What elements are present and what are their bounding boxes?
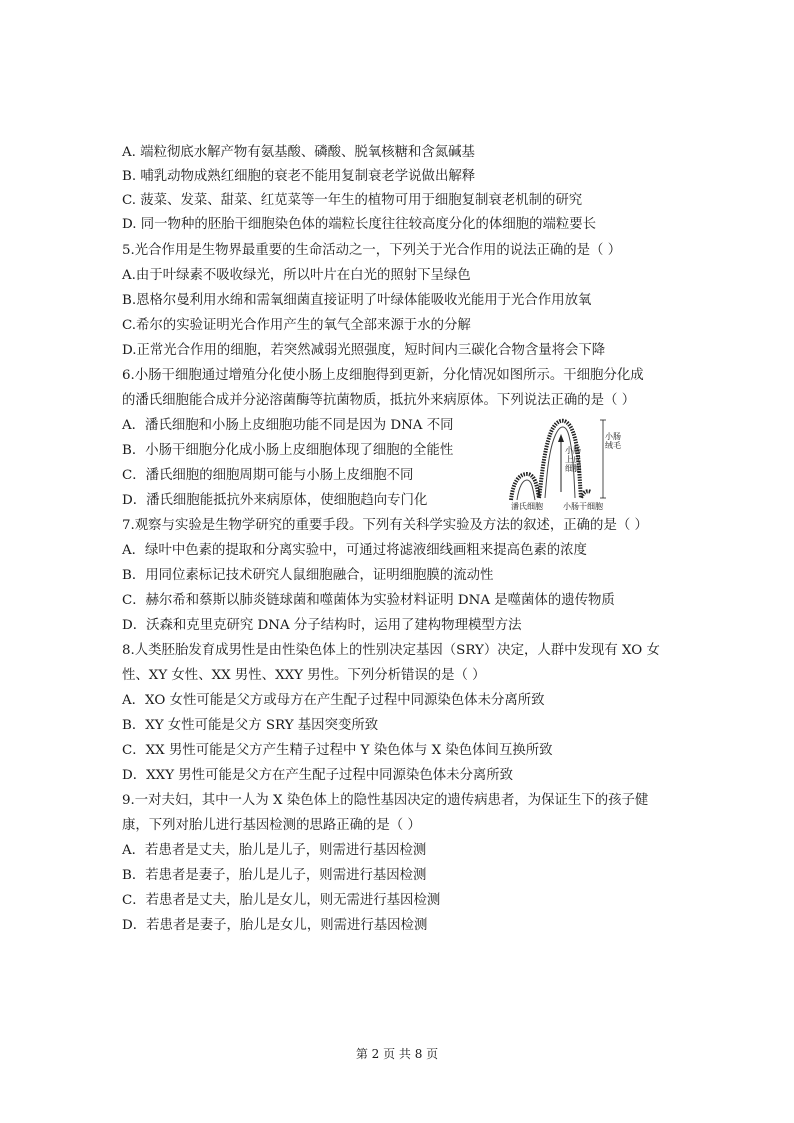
q5-option-c: C.希尔的实验证明光合作用产生的氧气全部来源于水的分解: [122, 318, 471, 333]
q7-stem: 7.观察与实验是生物学研究的重要手段。下列有关科学实验及方法的叙述，正确的是（ ）: [122, 518, 648, 533]
q9-option-c: C．若患者是丈夫，胎儿是女儿，则无需进行基因检测: [122, 893, 441, 908]
q5-option-b: B.恩格尔曼利用水绵和需氧细菌直接证明了叶绿体能吸收光能用于光合作用放氧: [122, 293, 592, 308]
q9-option-d: D．若患者是妻子，胎儿是女儿，则需进行基因检测: [122, 918, 428, 933]
q8-option-d: D．XXY 男性可能是父方在产生配子过程中同源染色体未分离所致: [122, 768, 514, 783]
page-footer: 第 2 页 共 8 页: [355, 1047, 439, 1061]
q9-option-b: B．若患者是妻子，胎儿是儿子，则需进行基因检测: [122, 868, 427, 883]
q5-stem: 5.光合作用是生物界最重要的生命活动之一，下列关于光合作用的说法正确的是（ ）: [122, 243, 622, 258]
q4-option-c: C. 菠菜、发菜、甜菜、红苋菜等一年生的植物可用于细胞复制衰老机制的研究: [122, 193, 583, 208]
q5-option-d: D.正常光合作用的细胞，若突然减弱光照强度，短时间内三碳化合物含量将会下降: [122, 343, 606, 358]
q4-option-d: D. 同一物种的胚胎干细胞染色体的端粒长度往往较高度分化的体细胞的端粒要长: [122, 217, 597, 232]
label-stem-cell: 小肠干细胞: [563, 502, 603, 511]
q7-option-b: B．用同位素标记技术研究人鼠细胞融合，证明细胞膜的流动性: [122, 568, 494, 583]
q4-option-a: A. 端粒彻底水解产物有氨基酸、磷酸、脱氧核糖和含氮碱基: [122, 145, 475, 160]
q6-option-b: B．小肠干细胞分化成小肠上皮细胞体现了细胞的全能性: [122, 443, 454, 458]
q8-stem-line2: 性、XY 女性、XX 男性、XXY 男性。下列分析错误的是（ ）: [122, 668, 486, 683]
q4-option-b: B. 哺乳动物成熟红细胞的衰老不能用复制衰老学说做出解释: [122, 169, 476, 184]
q6-option-c: C．潘氏细胞的细胞周期可能与小肠上皮细胞不同: [122, 468, 414, 483]
q6-stem-line2: 的潘氏细胞能合成并分泌溶菌酶等抗菌物质，抵抗外来病原体。下列说法正确的是（ ）: [122, 393, 636, 408]
q8-option-a: A．XO 女性可能是父方或母方在产生配子过程中同源染色体未分离所致: [122, 693, 545, 708]
q8-option-c: C．XX 男性可能是父方产生精子过程中 Y 染色体与 X 染色体间互换所致: [122, 743, 553, 758]
label-villus: 小肠绒毛: [605, 432, 621, 450]
q7-option-a: A．绿叶中色素的提取和分离实验中，可通过将滤液细线画粗来提高色素的浓度: [122, 543, 587, 558]
q6-option-a: A．潘氏细胞和小肠上皮细胞功能不同是因为 DNA 不同: [122, 418, 454, 433]
q9-stem-line2: 康，下列对胎儿进行基因检测的思路正确的是（ ）: [122, 818, 421, 833]
q6-option-d: D．潘氏细胞能抵抗外来病原体，使细胞趋向专门化: [122, 493, 428, 508]
q9-option-a: A．若患者是丈夫，胎儿是儿子，则需进行基因检测: [122, 843, 427, 858]
villus-diagram: [505, 412, 625, 514]
q8-option-b: B．XY 女性可能是父方 SRY 基因突变所致: [122, 718, 379, 733]
q7-option-c: C．赫尔希和蔡斯以肺炎链球菌和噬菌体为实验材料证明 DNA 是噬菌体的遗传物质: [122, 593, 615, 608]
q9-stem-line1: 9.一对夫妇，其中一人为 X 染色体上的隐性基因决定的遗传病患者，为保证生下的孩子健: [122, 793, 649, 808]
q8-stem-line1: 8.人类胚胎发育成男性是由性染色体上的性别决定基因（SRY）决定，人群中发现有 XO 女: [122, 643, 660, 658]
q7-option-d: D．沃森和克里克研究 DNA 分子结构时，运用了建构物理模型方法: [122, 618, 522, 633]
label-paneth-cell: 潘氏细胞: [511, 502, 543, 511]
q5-option-a: A.由于叶绿素不吸收绿光，所以叶片在白光的照射下呈绿色: [122, 268, 471, 283]
label-epithelial-cell: 小肠上皮细胞: [565, 446, 581, 473]
q6-stem-line1: 6.小肠干细胞通过增殖分化使小肠上皮细胞得到更新，分化情况如图所示。干细胞分化成: [122, 368, 644, 383]
